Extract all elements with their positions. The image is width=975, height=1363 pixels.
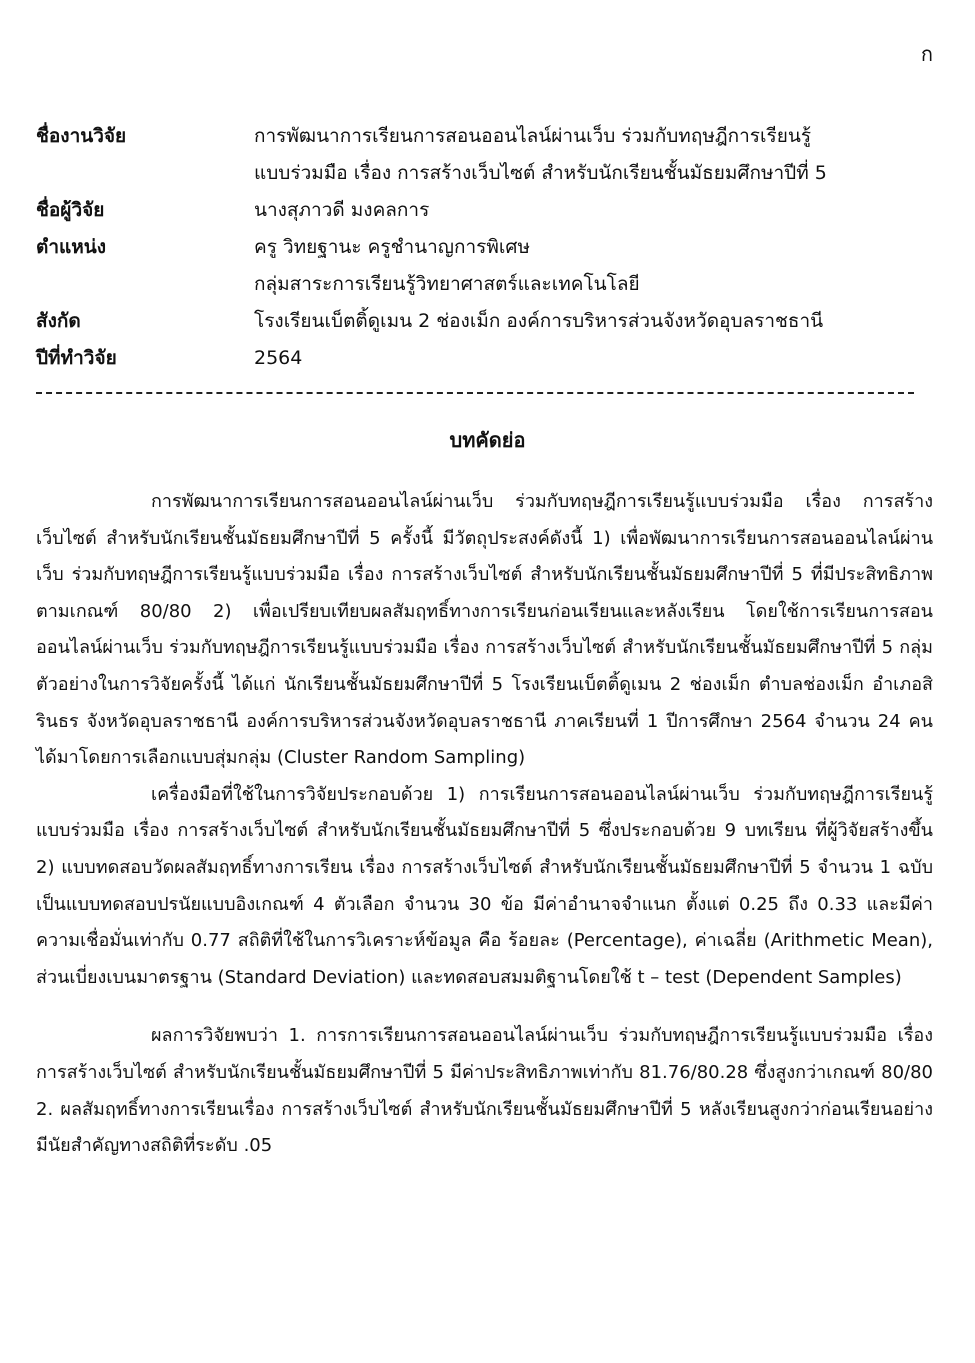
abstract-paragraph: เครื่องมือที่ใช้ในการวิจัยประกอบด้วย 1) การเรียนการสอนออนไลน์ผ่านเว็บ ร่วมกับทฤษฎีการเรียนรู้แบบร่วมมือ เรื่อง การสร้างเว็บไซต์ สำหรับนักเรียนชั้นมัธยมศึกษาปีที่ 5 ซึ่งประกอบด้วย 9 บทเรียน ที่ผู้วิจัยสร้างขึ้น 2) แบบทดสอบวัดผลสัมฤทธิ์ทางการเรียน เรื่อง การสร้างเว็บไซต์ สำหรับนักเรียนชั้นมัธยมศึกษาปีที่ 5 จำนวน 1 ฉบับ เป็นแบบทดสอบปรนัยแบบอิงเกณฑ์ 4 ตัวเลือก จำนวน 30 ข้อ มีค่าอำนาจจำแนก ตั้งแต่ 0.25 ถึง 0.33 และมีค่าความเชื่อมั่นเท่ากับ 0.77 สถิติที่ใช้ในการวิเคราะห์ข้อมูล คือ ร้อยละ (Percentage), ค่าเฉลี่ย (Arithmetic Mean), ส่วนเบี่ยงเบนมาตรฐาน (Standard Deviation) และทดสอบสมมติฐานโดยใช้ t – test (Dependent Samples) [36,783,933,988]
meta-row-year [36,340,936,377]
meta-value-line: กลุ่มสาระการเรียนรู้วิทยาศาสตร์และเทคโนโลยี [254,273,640,295]
meta-value [254,229,936,303]
meta-value [254,303,936,340]
meta-label: ตำแหน่ง [36,236,107,258]
meta-value-line: นางสุภาวดี มงคลการ [254,199,430,221]
abstract-body [36,484,933,1165]
dashed-divider [36,392,914,394]
abstract-heading: บทคัดย่อ [449,428,526,452]
meta-label: ชื่องานวิจัย [36,125,127,147]
meta-label: ชื่อผู้วิจัย [36,199,105,221]
meta-row-position [36,229,936,303]
meta-value [254,192,936,229]
meta-value-line: โรงเรียนเบ็ตติ้ดูเมน 2 ช่องเม็ก องค์การบริหารส่วนจังหวัดอุบลราชธานี [254,310,824,332]
meta-row-title [36,118,936,192]
page-number: ก [920,42,933,66]
meta-value-line: 2564 [254,347,303,369]
meta-label: ปีที่ทำวิจัย [36,347,117,369]
meta-row-researcher [36,192,936,229]
abstract-paragraph: การพัฒนาการเรียนการสอนออนไลน์ผ่านเว็บ ร่วมกับทฤษฎีการเรียนรู้แบบร่วมมือ เรื่อง การสร้างเว็บไซต์ สำหรับนักเรียนชั้นมัธยมศึกษาปีที่ 5 ครั้งนี้ มีวัตถุประสงค์ดังนี้ 1) เพื่อพัฒนาการเรียนการสอนออนไลน์ผ่านเว็บ ร่วมกับทฤษฎีการเรียนรู้แบบร่วมมือ เรื่อง การสร้างเว็บไซต์ สำหรับนักเรียนชั้นมัธยมศึกษาปีที่ 5 ที่มีประสิทธิภาพตามเกณฑ์ 80/80 2) เพื่อเปรียบเทียบผลสัมฤทธิ์ทางการเรียนก่อนเรียนและหลังเรียน โดยใช้การเรียนการสอนออนไลน์ผ่านเว็บ ร่วมกับทฤษฎีการเรียนรู้แบบร่วมมือ เรื่อง การสร้างเว็บไซต์ สำหรับนักเรียนชั้นมัธยมศึกษาปีที่ 5 กลุ่มตัวอย่างในการวิจัยครั้งนี้ ได้แก่ นักเรียนชั้นมัธยมศึกษาปีที่ 5 โรงเรียนเบ็ตติ้ดูเมน 2 ช่องเม็ก ตำบลช่องเม็ก อำเภอสิรินธร จังหวัดอุบลราชธานี องค์การบริหารส่วนจังหวัดอุบลราชธานี ภาคเรียนที่ 1 ปีการศึกษา 2564 จำนวน 24 คน ได้มาโดยการเลือกแบบสุ่มกลุ่ม (Cluster Random Sampling) [36,491,933,769]
meta-label: สังกัด [36,310,81,332]
abstract-paragraph: ผลการวิจัยพบว่า 1. การการเรียนการสอนออนไลน์ผ่านเว็บ ร่วมกับทฤษฎีการเรียนรู้แบบร่วมมือ เรื่อง การสร้างเว็บไซต์ สำหรับนักเรียนชั้นมัธยมศึกษาปีที่ 5 มีค่าประสิทธิภาพเท่ากับ 81.76/80.28 ซึ่งสูงกว่าเกณฑ์ 80/80 2. ผลสัมฤทธิ์ทางการเรียนเรื่อง การสร้างเว็บไซต์ สำหรับนักเรียนชั้นมัธยมศึกษาปีที่ 5 หลังเรียนสูงกว่าก่อนเรียนอย่างมีนัยสำคัญทางสถิติที่ระดับ .05 [36,1025,933,1157]
meta-value [254,340,936,377]
meta-value-line: ครู วิทยฐานะ ครูชำนาญการพิเศษ [254,236,530,258]
meta-row-affiliation [36,303,936,340]
meta-value-line: การพัฒนาการเรียนการสอนออนไลน์ผ่านเว็บ ร่วมกับทฤษฎีการเรียนรู้ [254,125,812,147]
research-metadata [36,118,936,377]
meta-value [254,118,936,192]
meta-value-line: แบบร่วมมือ เรื่อง การสร้างเว็บไซต์ สำหรับนักเรียนชั้นมัธยมศึกษาปีที่ 5 [254,162,827,184]
